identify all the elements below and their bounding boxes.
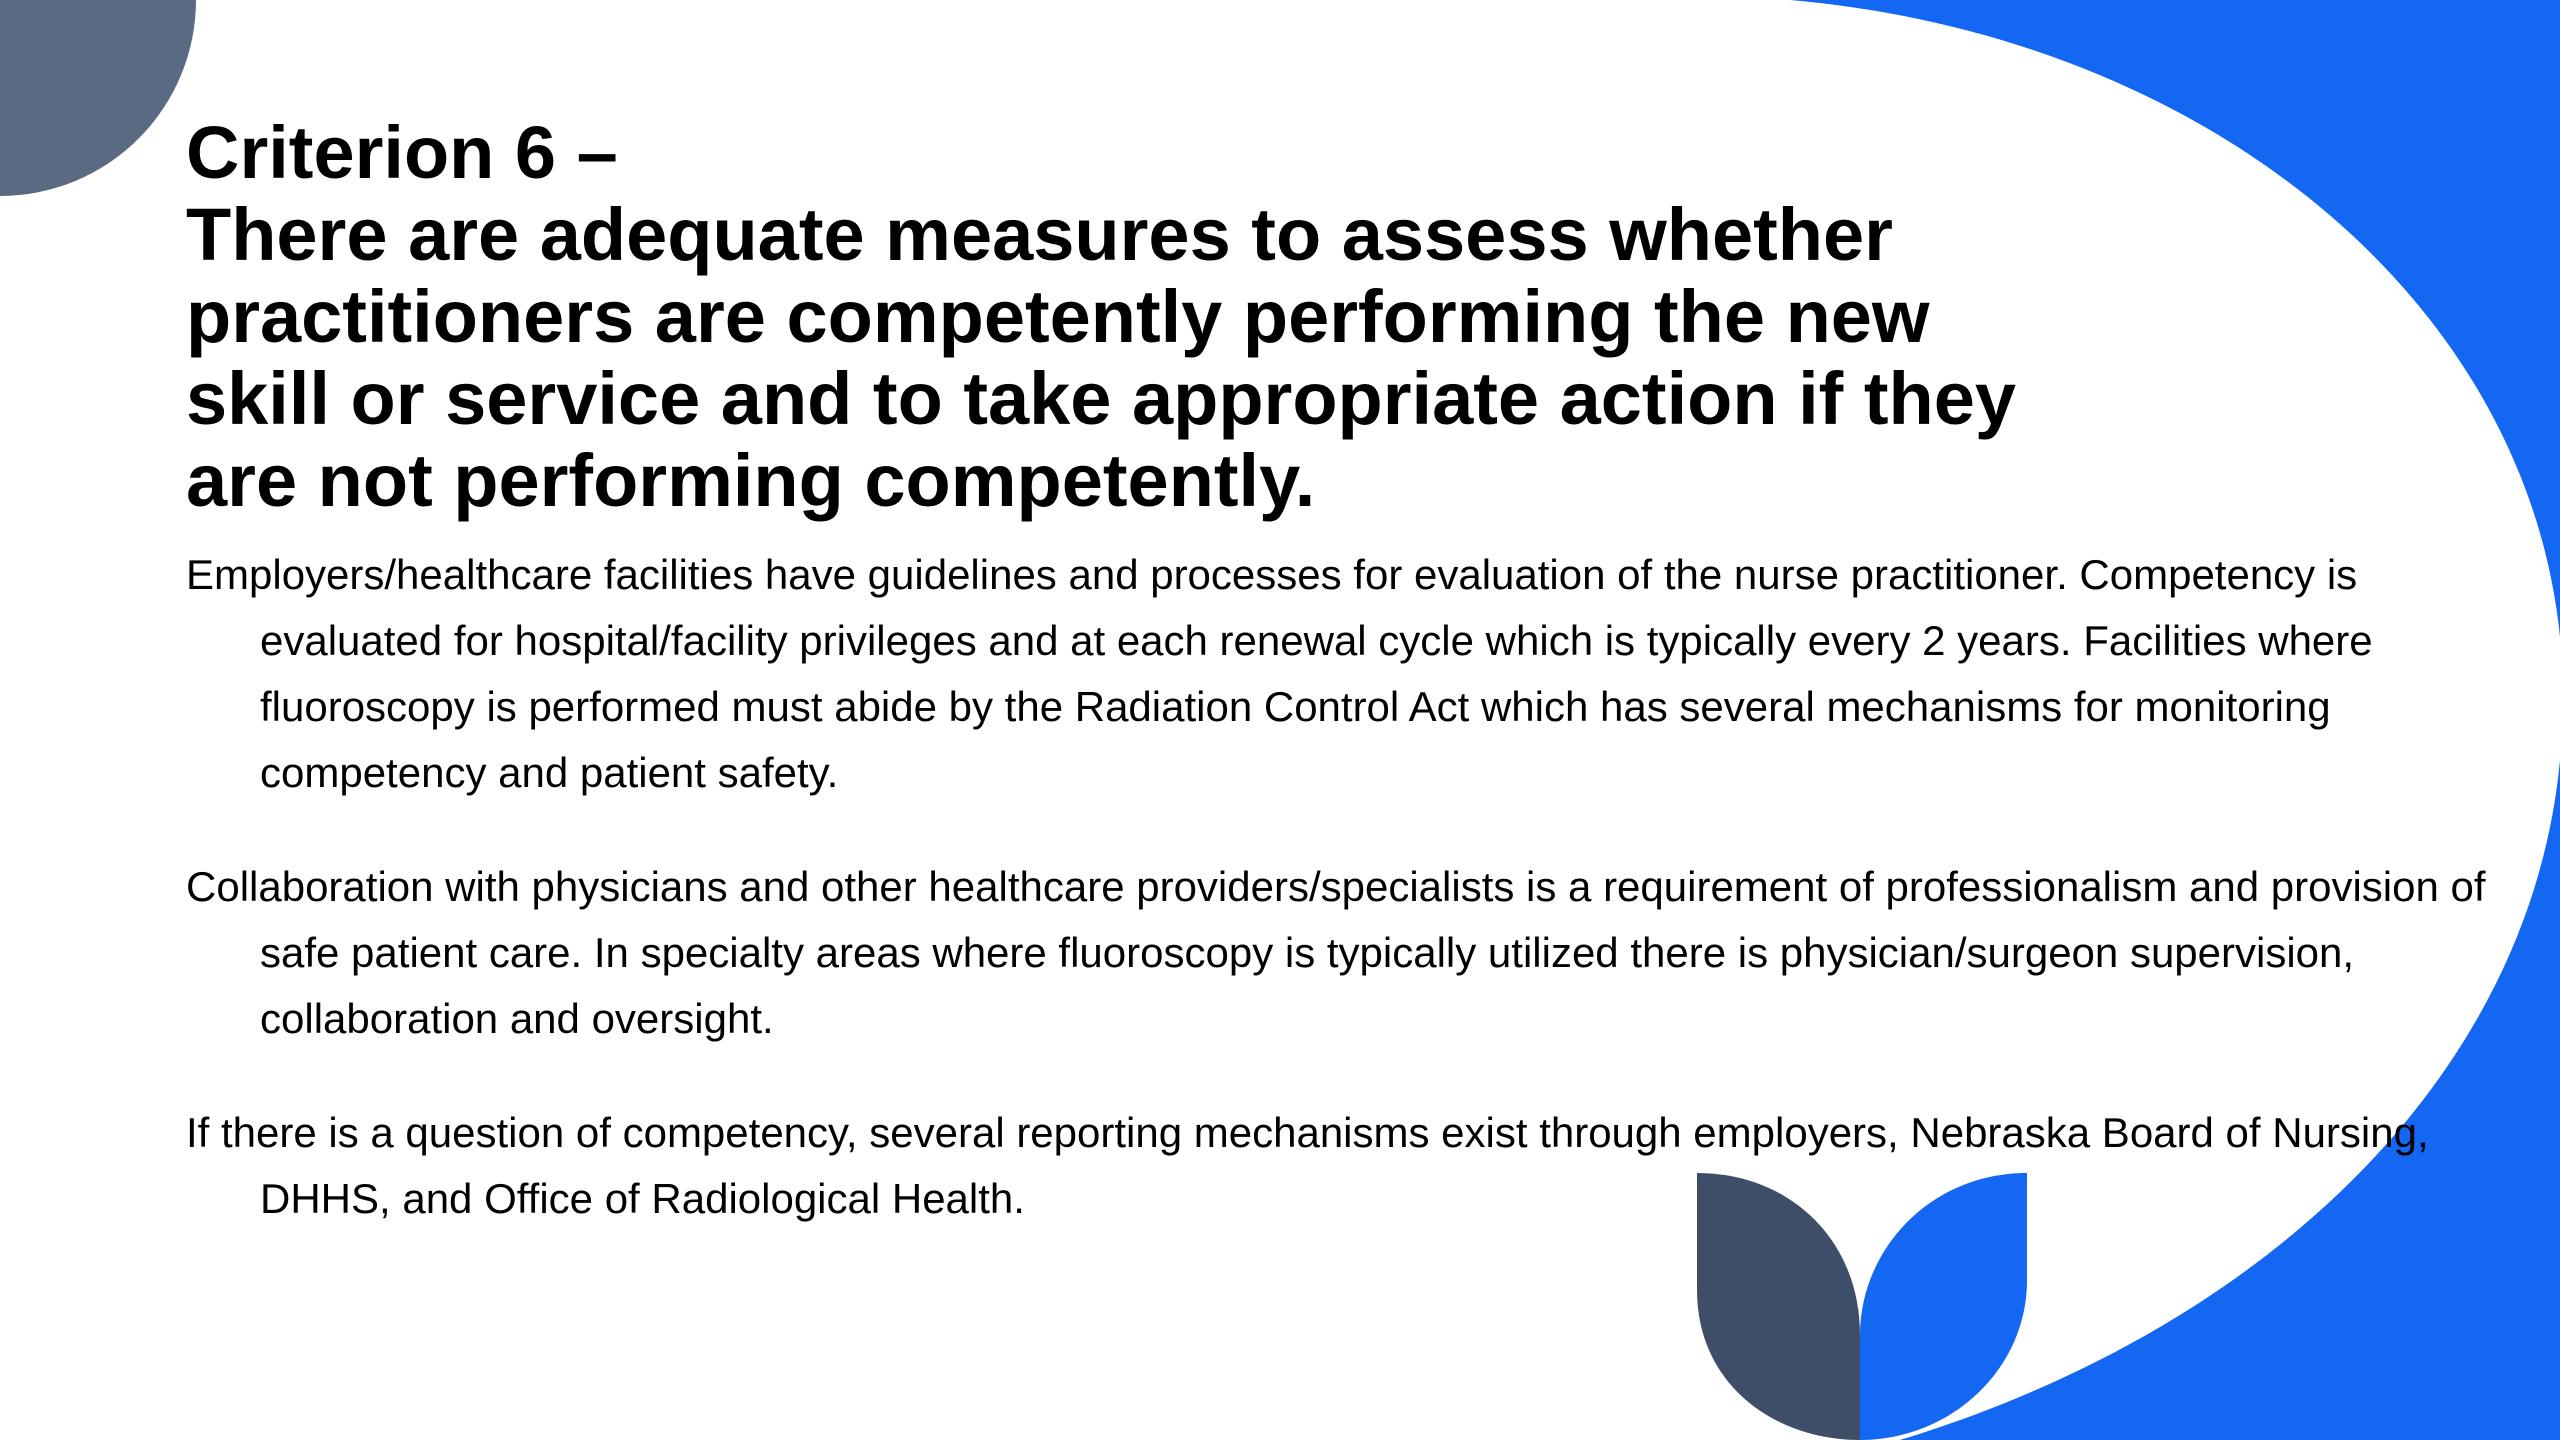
slate-corner-circle: [0, 0, 196, 196]
paragraph-collaboration: Collaboration with physicians and other healthcare providers/specialists is a requirement of professionalism and provision of safe patient care. In specialty areas where fluoroscopy is typically utilized there is physician/surgeon supervision, collaboration and oversight.: [186, 863, 2486, 1042]
title-line: practitioners are competently performing the new: [186, 275, 1930, 358]
slide-title: [186, 112, 2486, 522]
title-line: are not performing competently.: [186, 439, 1316, 522]
paragraph-reporting: If there is a question of competency, several reporting mechanisms exist through employers, Nebraska Board of Nursing, DHHS, and Office of Radiological Health.: [186, 1109, 2429, 1222]
title-line: Criterion 6 –: [186, 111, 618, 194]
slide-content: [186, 112, 2486, 1232]
paragraph-employers: Employers/healthcare facilities have guidelines and processes for evaluation of the nurse practitioner. Competency is evaluated for hospital/facility privileges and at each renewal cycle which is typically every 2 years. Facilities where fluoroscopy is performed must abide by the Radiation Control Act which has several mechanisms for monitoring competency and patient safety.: [186, 551, 2373, 796]
slide-body: [186, 542, 2486, 1232]
title-line: skill or service and to take appropriate action if they: [186, 357, 2017, 440]
title-line: There are adequate measures to assess whether: [186, 193, 1893, 276]
